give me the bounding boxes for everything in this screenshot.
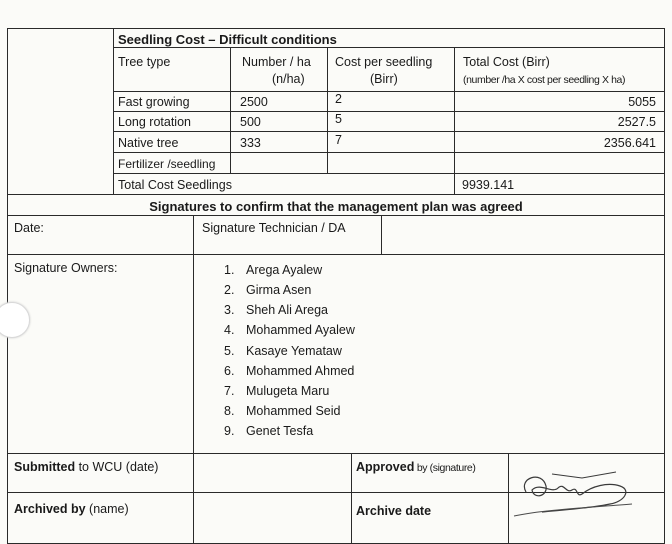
row-number: 2500 [240,95,268,109]
list-item: 2. Girma Asen [224,283,312,297]
header-total-cost: Total Cost (Birr) [463,55,550,69]
submitted-label: Submitted to WCU (date) [14,460,159,474]
row-total: 2356.641 [603,136,656,150]
list-item: 8. Mohammed Seid [224,404,341,418]
header-cost-per-seedling: Cost per seedling [335,55,433,69]
date-label: Date: [14,221,44,235]
handwritten-signature [512,464,642,524]
list-item: 9. Genet Tesfa [224,424,314,438]
list-item: 6. Mohammed Ahmed [224,364,355,378]
technician-signature-label: Signature Technician / DA [202,221,346,235]
row-type: Long rotation [118,115,191,129]
header-total-cost-formula: (number /ha X cost per seedling X ha) [463,74,626,86]
approved-label: Approved by (signature) [356,460,476,474]
seedling-table-title: Seedling Cost – Difficult conditions [118,32,337,47]
row-cost: 5 [335,112,342,126]
row-type: Fast growing [118,95,190,109]
list-item: 3. Sheh Ali Arega [224,303,329,317]
row-number: 500 [240,115,261,129]
header-number-per-ha: Number / ha [242,55,311,69]
owners-label: Signature Owners: [14,261,118,275]
header-cost-unit: (Birr) [370,72,398,86]
row-total: 5055 [628,95,656,109]
row-cost: 2 [335,92,342,106]
list-item: 1. Arega Ayalew [224,263,323,277]
row-type: Native tree [118,136,179,150]
row-type: Fertilizer /seedling [118,157,216,171]
list-item: 5. Kasaye Yemataw [224,344,342,358]
punch-hole [0,302,30,338]
row-number: 333 [240,136,261,150]
row-cost: 7 [335,133,342,147]
total-cost-value: 9939.141 [462,178,515,192]
total-cost-label: Total Cost Seedlings [118,178,232,192]
archived-by-label: Archived by (name) [14,502,129,516]
row-total: 2527.5 [617,115,656,129]
list-item: 4. Mohammed Ayalew [224,323,355,337]
archive-date-label: Archive date [356,504,432,518]
header-number-unit: (n/ha) [272,72,305,86]
signatures-heading: Signatures to confirm that the management plan was agreed [149,199,523,214]
header-tree-type: Tree type [118,55,171,69]
list-item: 7. Mulugeta Maru [224,384,330,398]
